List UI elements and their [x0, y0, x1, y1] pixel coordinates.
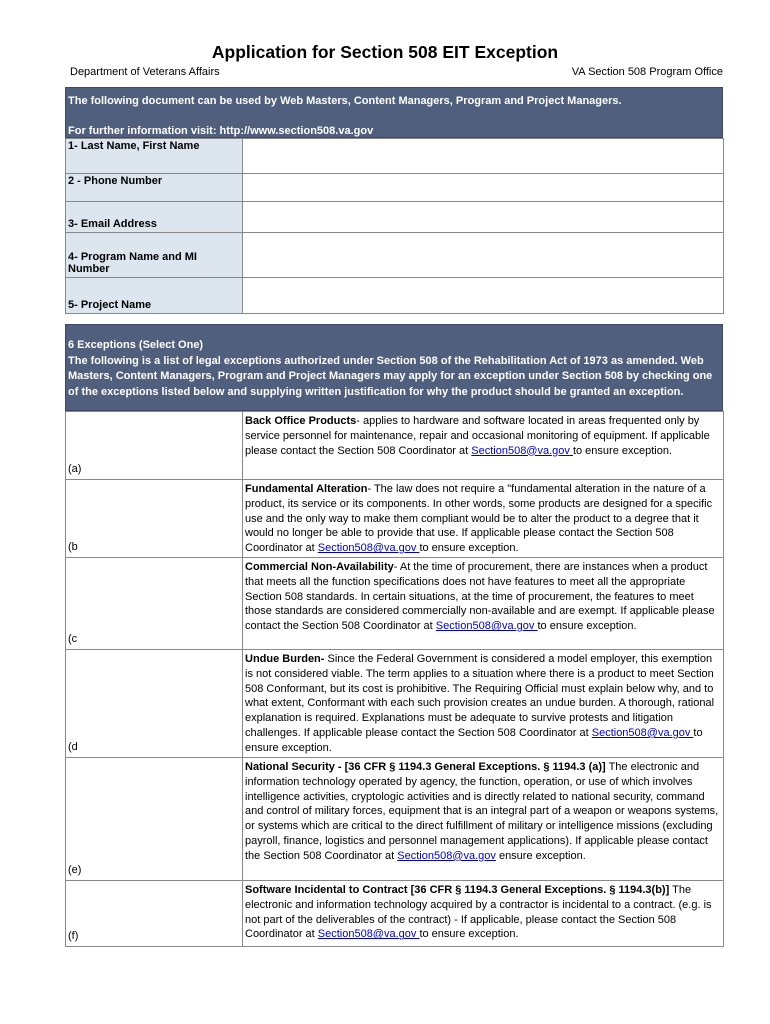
exception-row [66, 558, 724, 650]
exceptions-header [65, 324, 723, 411]
intro-line-1: The following document can be used by Web Masters, Content Managers, Program and Project Managers. [68, 95, 622, 107]
exception-body: - The law does not require a "fundamental alteration in the nature of a product, its service or its components. In other words, some products are designed for a specific use and the only way to make them compliant would be to alter the product to a degree that it would no longer be able to provide that use. If applicable please contact the Section 508 Coordinator at [245, 483, 713, 555]
exception-title: Undue Burden- [245, 653, 325, 665]
field-label-project: 5- Project Name [66, 278, 243, 314]
exception-row [66, 881, 724, 947]
phone-input[interactable] [243, 174, 724, 202]
exception-letter[interactable]: (e) [66, 758, 243, 881]
exceptions-description: The following is a list of legal exceptions authorized under Section 508 of the Rehabilitation Act of 1973 as amended. Web Masters, Content Managers, Program and Project Managers may apply for an exception under Section 508 by checking one of the exceptions listed below and supplying written justification for why the product should be granted an exception. [68, 354, 713, 398]
exception-title: National Security - [36 CFR § 1194.3 General Exceptions. § 1194.3 (a)] [245, 761, 606, 773]
exception-letter[interactable]: (f) [66, 881, 243, 947]
email-link[interactable]: Section508@va.gov [317, 542, 420, 555]
exception-tail: to ensure exception. [537, 620, 637, 633]
field-label-email: 3- Email Address [66, 202, 243, 233]
exception-row [66, 412, 724, 480]
project-input[interactable] [243, 278, 724, 314]
email-link[interactable]: Section508@va.gov [397, 849, 496, 862]
applicant-form [65, 138, 724, 314]
field-label-phone: 2 - Phone Number [66, 174, 243, 202]
exception-tail: to ensure exception. [245, 726, 703, 754]
exception-text [243, 650, 724, 758]
exception-text [243, 558, 724, 650]
exception-text [243, 881, 724, 947]
field-label-program: 4- Program Name and MI Number [66, 233, 243, 278]
email-input[interactable] [243, 202, 724, 233]
exception-title: Fundamental Alteration [245, 483, 368, 495]
name-input[interactable] [243, 139, 724, 174]
department-label: Department of Veterans Affairs [70, 66, 220, 78]
email-link[interactable]: Section508@va.gov [591, 726, 694, 739]
exceptions-table [65, 411, 724, 947]
email-link[interactable]: Section508@va.gov [317, 928, 420, 941]
field-label-name: 1- Last Name, First Name [66, 139, 243, 174]
exception-text [243, 758, 724, 881]
program-input[interactable] [243, 233, 724, 278]
email-link[interactable]: Section508@va.gov [435, 620, 538, 633]
exception-text [243, 480, 724, 558]
exception-body: The electronic and information technology operated by agency, the function, operation, or use of which involves intelligence activities, cryptologic activities and is directly related to national security, command and control of military forces, equipment that is an integral part of a weapon or weapons systems, or systems which are critical to the direct fulfillment of military or intelligence missions (excluding payroll, finance, logistics and personnel management applications). If applicable please contact the Section 508 Coordinator at [245, 761, 719, 862]
exception-tail: to ensure exception. [419, 542, 519, 555]
exception-body: - At the time of procurement, there are instances when a product that meets all the function specifications does not have features to meet all the appropriate Section 508 standards. In certain situations, at the time of procurement, the features to meet those standards are considered commercially non-available and are exempt. If applicable please contact the Section 508 Coordinator at [245, 561, 715, 633]
page-title: Application for Section 508 EIT Exception [211, 42, 559, 62]
exception-tail: to ensure exception. [572, 444, 673, 457]
exception-tail: ensure exception. [495, 849, 586, 862]
exception-text [243, 412, 724, 480]
exception-title: Software Incidental to Contract [36 CFR § 1194.3 General Exceptions. § 1194.3(b)] [245, 884, 670, 896]
exception-letter[interactable]: (c [66, 558, 243, 650]
exception-letter[interactable]: (d [66, 650, 243, 758]
exceptions-title: 6 Exceptions (Select One) [68, 339, 204, 351]
exception-row [66, 758, 724, 881]
email-link[interactable]: Section508@va.gov [471, 444, 573, 457]
exception-body: Since the Federal Government is considered a model employer, this exemption is not considered viable. The term applies to a situation where there is a product to meet Section 508 Conformant, but its cost is prohibitive. The Requiring Official must explain below why, and to what extent, Conformant with each such provision creates an undue burden. A thorough, rational explanation is required. Explanations must be adequate to survive protests and litigation challenges. If applicable please contact the Section 508 Coordinator at [245, 653, 715, 739]
intro-line-2: For further information visit: http://www.section508.va.gov [68, 125, 374, 137]
office-label: VA Section 508 Program Office [571, 66, 723, 78]
exception-body: - applies to hardware and software located in areas frequented only by service personnel for maintenance, repair and occasional monitoring of equipment. If applicable please contact the Section 508 Coordinator at [245, 415, 710, 457]
exception-title: Commercial Non-Availability [245, 561, 394, 573]
intro-header [65, 87, 723, 138]
exception-body: The electronic and information technology acquired by a contractor is incidental to a contract. (e.g. is not part of the deliverables of the contract) - If applicable, please contact the Section 508 Coordinator at [245, 884, 712, 941]
exception-tail: to ensure exception. [419, 928, 519, 941]
exception-row [66, 650, 724, 758]
exception-letter[interactable]: (b [66, 480, 243, 558]
exception-row [66, 480, 724, 558]
exception-letter[interactable]: (a) [66, 412, 243, 480]
exception-title: Back Office Products [245, 415, 357, 427]
